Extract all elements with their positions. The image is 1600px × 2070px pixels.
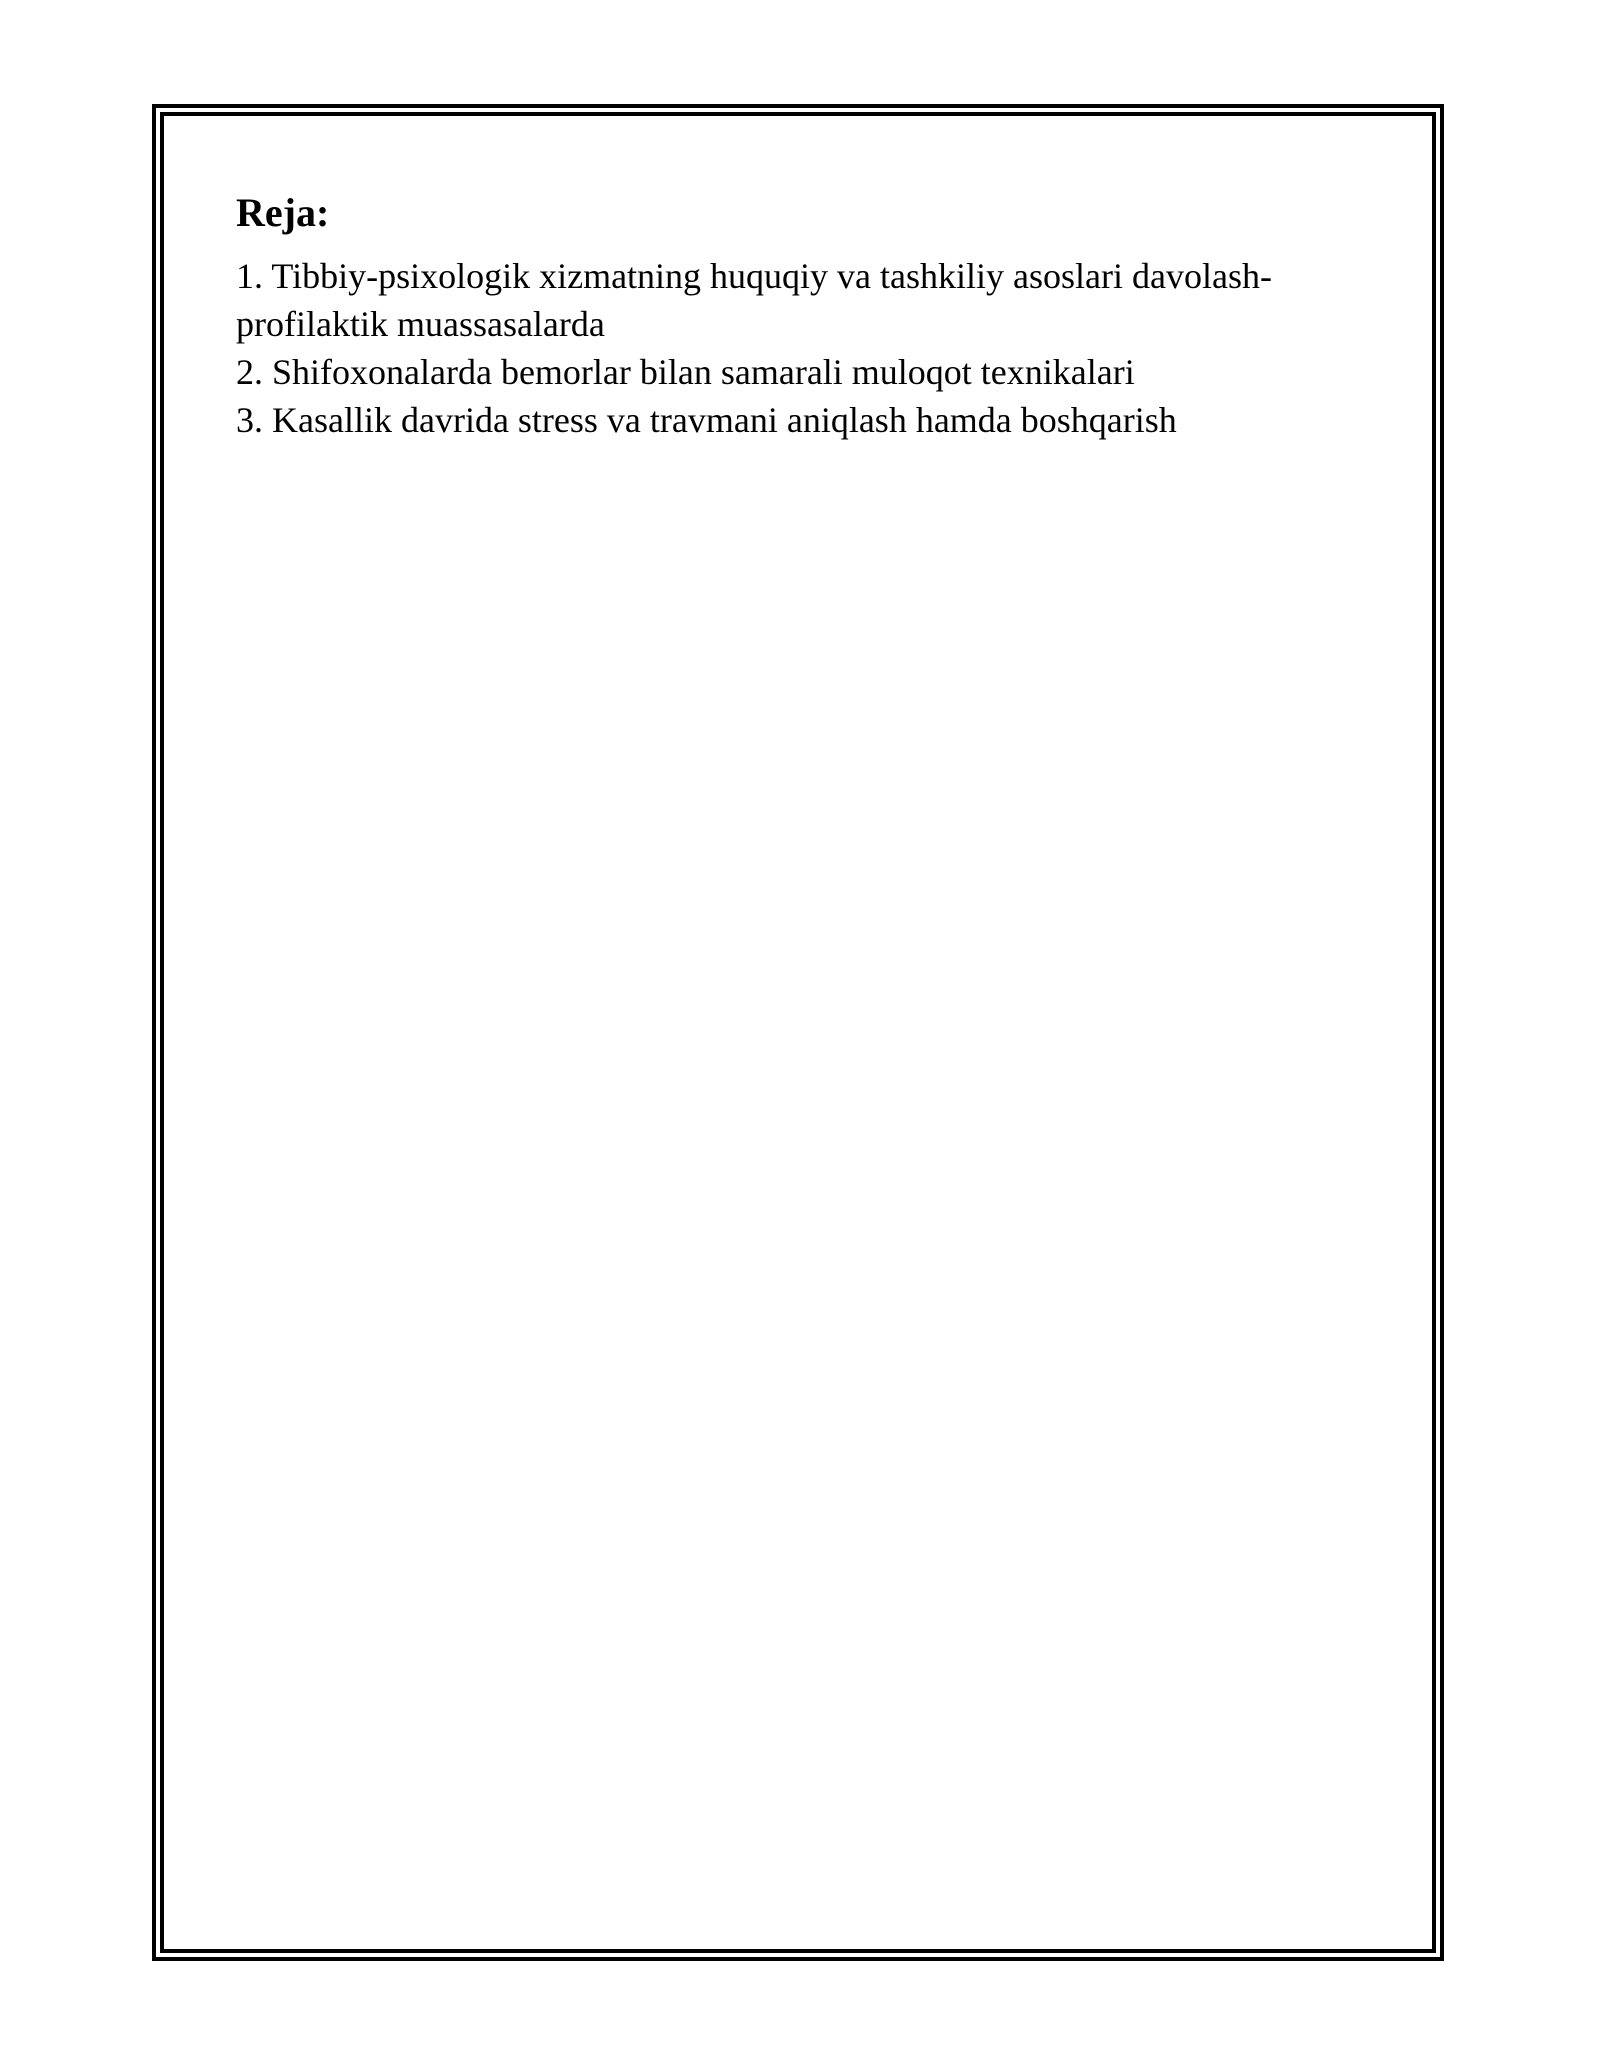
plan-title: Reja: <box>236 190 330 235</box>
plan-item-2: 2. Shifoxonalarda bemorlar bilan samarali muloqot texnikalari <box>236 352 1135 392</box>
plan-item-3: 3. Kasallik davrida stress va travmani aniqlash hamda boshqarish <box>236 400 1177 440</box>
plan-list <box>236 252 1356 444</box>
plan-item-1: 1. Tibbiy-psixologik xizmatning huquqiy va tashkiliy asoslari davolash-profilaktik muassasalarda <box>236 256 1272 344</box>
page-content <box>236 186 1356 444</box>
